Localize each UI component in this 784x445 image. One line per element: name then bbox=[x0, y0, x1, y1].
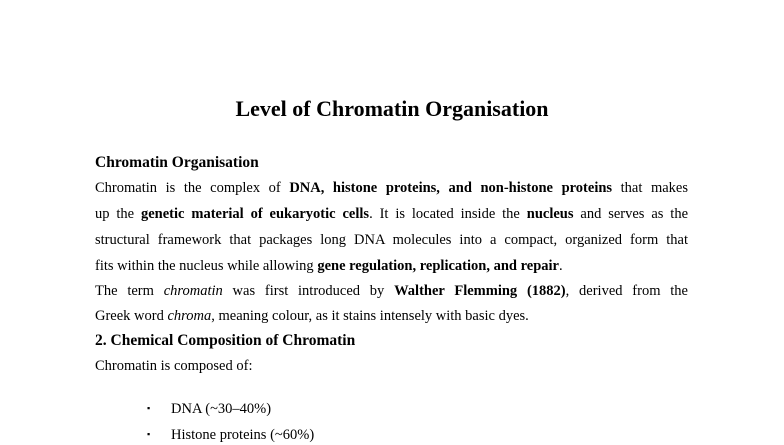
paragraph-line-6: Greek word chroma, meaning colour, as it stains intensely with basic dyes. bbox=[95, 308, 529, 324]
paragraph-line-4: fits within the nucleus while allowing gene regulation, replication, and repair. bbox=[95, 258, 563, 274]
paragraph-line-3: structural framework that packages long DNA molecules into a compact, organized form that bbox=[95, 232, 688, 248]
paragraph-line-1: Chromatin is the complex of DNA, histone proteins, and non-histone proteins that makes bbox=[95, 180, 689, 196]
section-heading-chromatin-organisation: Chromatin Organisation bbox=[95, 154, 259, 171]
square-bullet-icon: ▪ bbox=[147, 403, 151, 413]
document-title: Level of Chromatin Organisation bbox=[235, 96, 549, 121]
composition-intro: Chromatin is composed of: bbox=[95, 358, 253, 374]
paragraph-line-5: The term chromatin was first introduced by Walther Flemming (1882), derived from the bbox=[95, 283, 688, 299]
paragraph-line-2: up the genetic material of eukaryotic cells. It is located inside the nucleus and serves as the bbox=[95, 206, 689, 222]
list-item: ▪ Histone proteins (~60%) bbox=[147, 424, 314, 445]
section-heading-chemical-composition: 2. Chemical Composition of Chromatin bbox=[95, 332, 356, 349]
list-item: ▪ DNA (~30–40%) bbox=[147, 398, 271, 419]
square-bullet-icon: ▪ bbox=[147, 429, 151, 439]
